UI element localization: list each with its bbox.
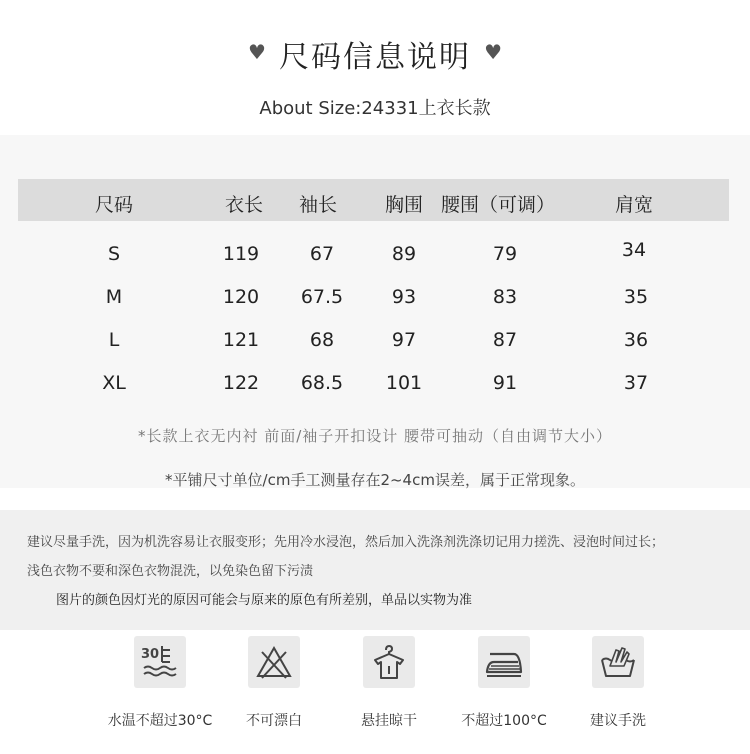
cell-shoulder: 34 xyxy=(621,239,647,261)
care-item-hand-wash xyxy=(548,636,688,730)
cell-size: XL xyxy=(102,372,126,394)
page-title: 尺码信息说明 xyxy=(279,40,471,75)
cell-length: 120 xyxy=(222,286,260,308)
hang-dry-icon xyxy=(363,636,415,688)
heart-icon: ♥ xyxy=(484,40,503,64)
no-bleach-icon xyxy=(248,636,300,688)
header xyxy=(0,0,750,135)
no-bleach-label: 不可漂白 xyxy=(246,713,302,729)
care-icons xyxy=(0,630,750,754)
hand-wash-label: 建议手洗 xyxy=(590,713,646,729)
header-size: 尺码 xyxy=(94,194,134,216)
table-row xyxy=(0,239,750,273)
cell-size: L xyxy=(108,329,120,351)
cell-size: S xyxy=(107,243,121,265)
cell-shoulder: 37 xyxy=(623,372,649,394)
cell-chest: 93 xyxy=(391,286,417,308)
wash-30-label: 水温不超过30°C xyxy=(107,713,213,729)
iron-icon xyxy=(478,636,530,688)
measure-note: *平铺尺寸单位/cm手工测量存在2~4cm误差，属于正常现象。 xyxy=(165,471,585,489)
care-instructions xyxy=(0,510,750,630)
cell-shoulder: 36 xyxy=(623,329,649,351)
size-table-section xyxy=(0,135,750,488)
cell-length: 119 xyxy=(222,243,260,265)
cell-waist: 83 xyxy=(492,286,518,308)
header-chest: 胸围 xyxy=(384,194,424,216)
table-row xyxy=(0,372,750,402)
cell-chest: 97 xyxy=(391,329,417,351)
cell-waist: 91 xyxy=(492,372,518,394)
iron-label: 不超过100°C xyxy=(461,713,547,729)
care-line-colors: 浅色衣物不要和深色衣物混洗，以免染色留下污渍 xyxy=(27,564,314,579)
table-row xyxy=(0,286,750,316)
wash-30-icon xyxy=(134,636,186,688)
header-sleeve: 袖长 xyxy=(298,194,338,216)
cell-sleeve: 67.5 xyxy=(300,286,344,308)
header-length: 衣长 xyxy=(224,194,264,216)
care-line-color-disclaimer: 图片的颜色因灯光的原因可能会与原来的原色有所差别，单品以实物为准 xyxy=(56,593,473,608)
cell-shoulder: 35 xyxy=(623,286,649,308)
cell-sleeve: 68.5 xyxy=(300,372,344,394)
cell-length: 122 xyxy=(222,372,260,394)
cell-size: M xyxy=(105,286,123,308)
hand-wash-icon xyxy=(592,636,644,688)
cell-waist: 79 xyxy=(492,243,518,265)
cell-waist: 87 xyxy=(492,329,518,351)
title-row xyxy=(0,32,750,76)
cell-chest: 89 xyxy=(391,243,417,265)
heart-icon: ♥ xyxy=(247,40,266,64)
page-subtitle: About Size:24331上衣长款 xyxy=(259,98,491,119)
table-header xyxy=(18,179,729,221)
cell-sleeve: 67 xyxy=(309,243,335,265)
care-line-wash: 建议尽量手洗，因为机洗容易让衣服变形；先用冷水浸泡，然后加入洗涤剂洗涤切记用力搓洗、浸泡时间过长； xyxy=(27,535,665,550)
style-note: *长款上衣无内衬 前面/袖子开扣设计 腰带可抽动（自由调节大小） xyxy=(137,427,613,445)
hang-dry-label: 悬挂晾干 xyxy=(361,713,417,729)
header-shoulder: 肩宽 xyxy=(614,194,654,216)
cell-sleeve: 68 xyxy=(309,329,335,351)
wash-30-glyph: 30 xyxy=(141,647,160,662)
table-row xyxy=(0,329,750,359)
header-waist: 腰围（可调） xyxy=(440,194,556,216)
cell-length: 121 xyxy=(222,329,260,351)
cell-chest: 101 xyxy=(385,372,423,394)
